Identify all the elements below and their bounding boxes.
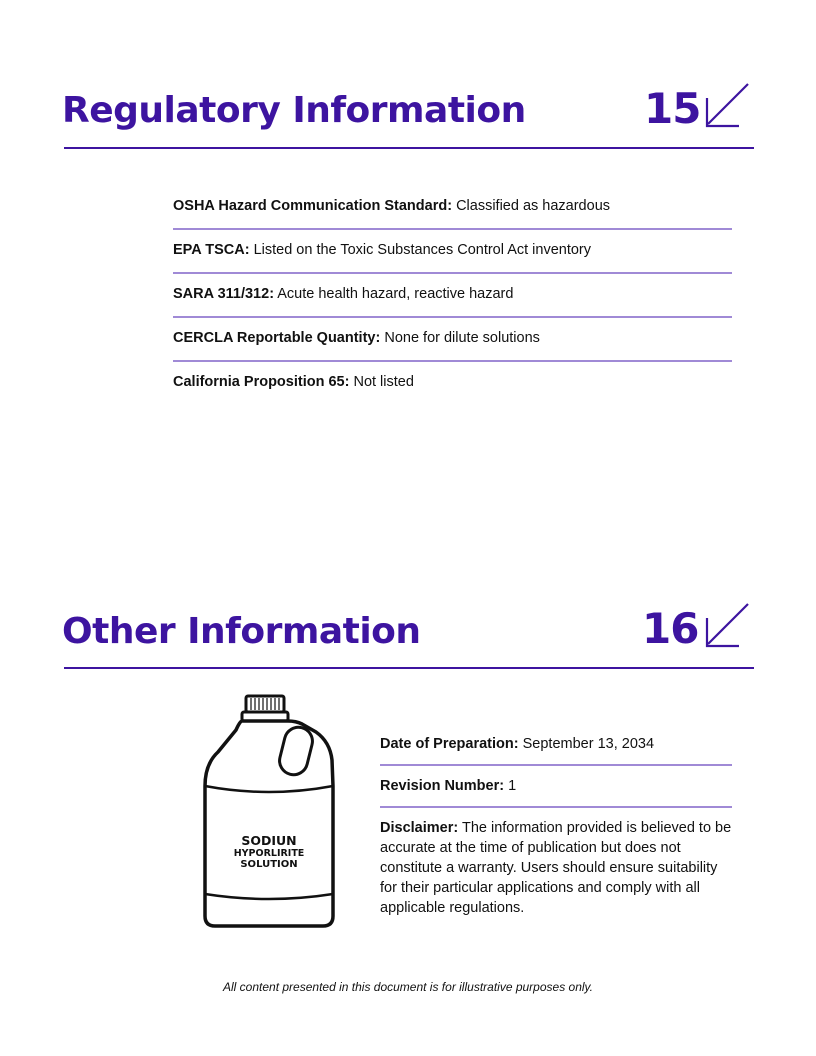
other-item-value: September 13, 2034 [522, 736, 655, 752]
other-item-revision-number [380, 766, 732, 808]
regulatory-item-value: Classified as hazardous [456, 198, 611, 214]
other-item-value: 1 [508, 778, 517, 794]
other-item-value: The information provided is believed to be accurate at the time of publication but does not constitute a warranty. Users should ensure suitability for their particular applications and comply with all applicable regulations. [380, 820, 732, 916]
other-info-list [380, 724, 732, 928]
arrow-down-left-icon [702, 82, 750, 130]
jug-label-line: SOLUTION [240, 859, 298, 870]
regulatory-item-label: OSHA Hazard Communication Standard: [173, 198, 453, 214]
chemical-jug-illustration [196, 694, 342, 930]
other-item-date-of-preparation [380, 724, 732, 766]
other-item-label: Disclaimer: [380, 820, 459, 836]
other-item-label: Date of Preparation: [380, 736, 519, 752]
footer-disclaimer-note: All content presented in this document is for illustrative purposes only. [223, 980, 593, 994]
regulatory-section-title: Regulatory Information [62, 90, 526, 131]
other-section-rule [64, 667, 754, 669]
regulatory-item-label: SARA 311/312: [173, 286, 275, 302]
regulatory-item-label: California Proposition 65: [173, 374, 350, 390]
regulatory-item-prop65 [173, 362, 732, 406]
regulatory-item-value: Not listed [353, 374, 414, 390]
regulatory-item-osha [173, 186, 732, 230]
regulatory-item-epa-tsca [173, 230, 732, 274]
regulatory-section-number: 15 [644, 84, 701, 133]
regulatory-item-value: Acute health hazard, reactive hazard [277, 286, 514, 302]
jug-label-line: SODIUN [241, 833, 297, 848]
other-section-number: 16 [642, 604, 699, 653]
regulatory-item-sara [173, 274, 732, 318]
arrow-down-left-icon [702, 602, 750, 650]
other-item-label: Revision Number: [380, 778, 505, 794]
regulatory-item-cercla [173, 318, 732, 362]
regulatory-item-value: None for dilute solutions [384, 330, 540, 346]
regulatory-list [173, 186, 732, 406]
regulatory-item-value: Listed on the Toxic Substances Control Act inventory [253, 242, 592, 258]
regulatory-item-label: EPA TSCA: [173, 242, 250, 258]
other-item-disclaimer [380, 808, 732, 928]
regulatory-item-label: CERCLA Reportable Quantity: [173, 330, 381, 346]
other-section-title: Other Information [62, 611, 421, 652]
regulatory-section-rule [64, 147, 754, 149]
jug-label-line: HYPORLIRITE [233, 848, 305, 859]
